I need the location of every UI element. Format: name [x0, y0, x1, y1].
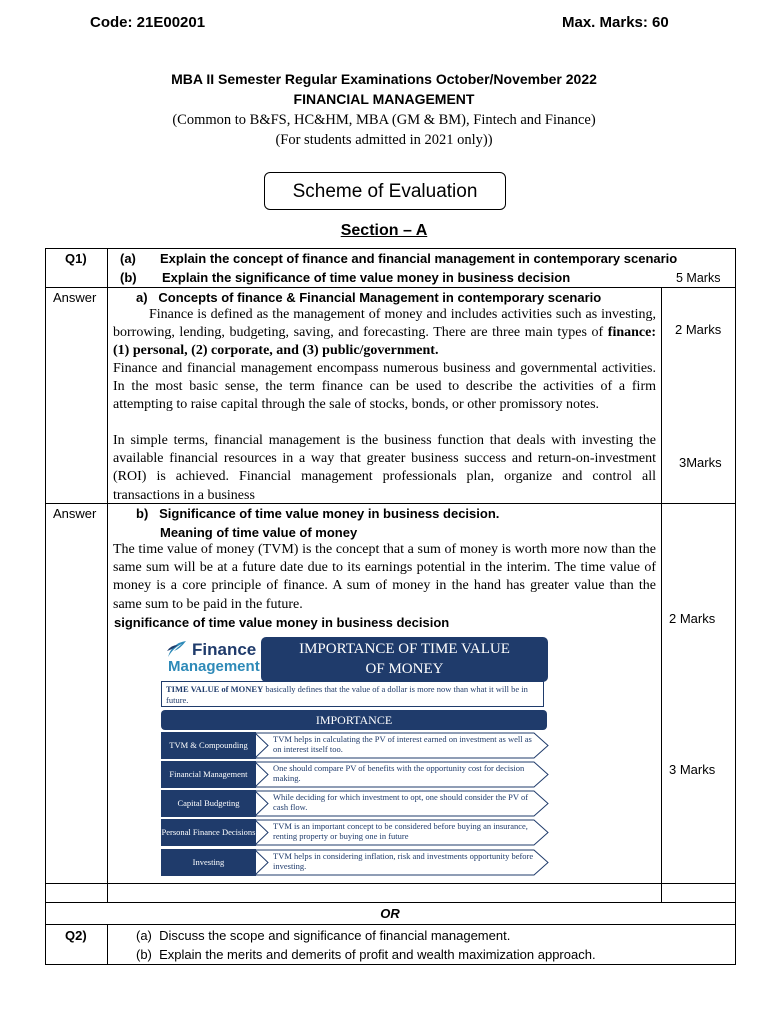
q2-number: Q2) — [65, 928, 87, 943]
importance-row — [161, 732, 549, 759]
answer-a-paragraph-2: Finance and financial management encompass numerous business and governmental activities. In the most basic sense, the term finance can be used to describe the activities of a firm attempting to raise capital through the sale of stocks, bonds, or other promissory notes. — [113, 361, 656, 413]
q2a-text: (a) Discuss the scope and significance of financial management. — [136, 928, 511, 943]
importance-row-desc: TVM helps in calculating the PV of interest earned on investment as well as on interest itself too. — [273, 734, 532, 754]
answer-b-marks-1: 2 Marks — [669, 611, 716, 626]
importance-bar: IMPORTANCE — [161, 710, 547, 730]
section-heading: Section – A — [340, 222, 428, 239]
tvm-definition-bold: TIME VALUE of MONEY — [166, 684, 264, 694]
or-separator: OR — [380, 906, 400, 921]
answer-b-label: Answer — [53, 506, 97, 521]
q1-marks: 5 Marks — [676, 271, 721, 285]
logo-text-finance: Finance — [192, 640, 257, 659]
tvm-definition-box — [161, 681, 544, 707]
exam-title: MBA II Semester Regular Examinations October/November 2022 — [171, 71, 597, 87]
importance-row-desc: One should compare PV of benefits with the opportunity cost for decision making. — [273, 763, 525, 783]
importance-row — [161, 790, 549, 817]
answer-a-p1-text: Finance is defined as the management of money and includes activities such as investing, borrowing, lending, budgeting, saving, and forecasting. There are three main types of — [113, 307, 656, 341]
answer-a-paragraph-3: In simple terms, financial management is the business function that deals with investing the available financial resources in a way that greater business success and return-on-investment (ROI) is achieved. Financial management professionals plan, organize and control all transactions in a business — [113, 433, 656, 503]
admitted-note: (For students admitted in 2021 only)) — [275, 132, 493, 148]
answer-b-marks-2: 3 Marks — [669, 762, 716, 777]
q1b-text: Explain the significance of time value money in business decision — [162, 270, 571, 285]
max-marks: Max. Marks: 60 — [562, 14, 669, 31]
answer-b-significance-heading: significance of time value money in business decision — [114, 615, 450, 630]
infographic-title-banner — [261, 637, 548, 682]
q1a-label: (a) — [120, 251, 136, 266]
answer-a-p1-bold: finance: (1) personal, (2) corporate, and (3) public/government. — [113, 325, 656, 359]
importance-row-label: TVM & Compounding — [161, 732, 256, 759]
tvm-definition-text: basically defines that the value of a dollar is more now than what it will be in future. — [166, 684, 528, 705]
answer-a-marks-2: 3Marks — [679, 455, 722, 470]
answer-a-heading: a) Concepts of finance & Financial Management in contemporary scenario — [136, 290, 602, 305]
q1-number: Q1) — [65, 251, 87, 266]
q1a-text: Explain the concept of finance and financial management in contemporary scenario — [160, 251, 678, 266]
importance-row — [161, 761, 549, 788]
answer-a-marks-1: 2 Marks — [675, 322, 722, 337]
infographic-title-line-2: OF MONEY — [365, 661, 444, 677]
answer-b-heading: b) Significance of time value money in business decision. — [136, 506, 500, 521]
common-to-note: (Common to B&FS, HC&HM, MBA (GM & BM), Fintech and Finance) — [172, 112, 596, 128]
answer-b-subheading: Meaning of time value of money — [160, 525, 358, 540]
importance-row-desc: TVM helps in considering inflation, risk and investments opportunity before investing. — [273, 851, 534, 871]
finance-logo-leaf-icon — [166, 639, 188, 659]
scheme-of-evaluation-box: Scheme of Evaluation — [264, 172, 506, 210]
infographic-title-line-1: IMPORTANCE OF TIME VALUE — [299, 641, 510, 657]
q2b-text: (b) Explain the merits and demerits of profit and wealth maximization approach. — [136, 947, 596, 962]
importance-row-label: Personal Finance Decisions — [161, 819, 256, 846]
answer-a-paragraph-1 — [113, 306, 656, 361]
answer-a-label: Answer — [53, 290, 97, 305]
logo-text-management: Management — [168, 658, 260, 675]
importance-row — [161, 849, 549, 876]
subject-title: FINANCIAL MANAGEMENT — [293, 91, 475, 107]
question-code: Code: 21E00201 — [90, 14, 206, 31]
importance-row-label: Investing — [161, 849, 256, 876]
importance-row — [161, 819, 549, 846]
importance-row-desc: While deciding for which investment to opt, one should consider the PV of cash flow. — [273, 792, 529, 812]
q1b-label: (b) — [120, 270, 137, 285]
importance-row-label: Capital Budgeting — [161, 790, 256, 817]
tvm-infographic — [160, 635, 550, 881]
importance-row-label: Financial Management — [161, 761, 256, 788]
answer-b-paragraph-1: The time value of money (TVM) is the concept that a sum of money is worth more now than the same sum will be at a future date due to its earnings potential in the interim. The time value of money is a core principle of finance. A sum of money in the hand has greater value than the same sum to be paid in the future. — [113, 542, 656, 612]
importance-row-desc: TVM is an important concept to be considered before buying an insurance, renting property or buying one in future — [273, 821, 528, 841]
